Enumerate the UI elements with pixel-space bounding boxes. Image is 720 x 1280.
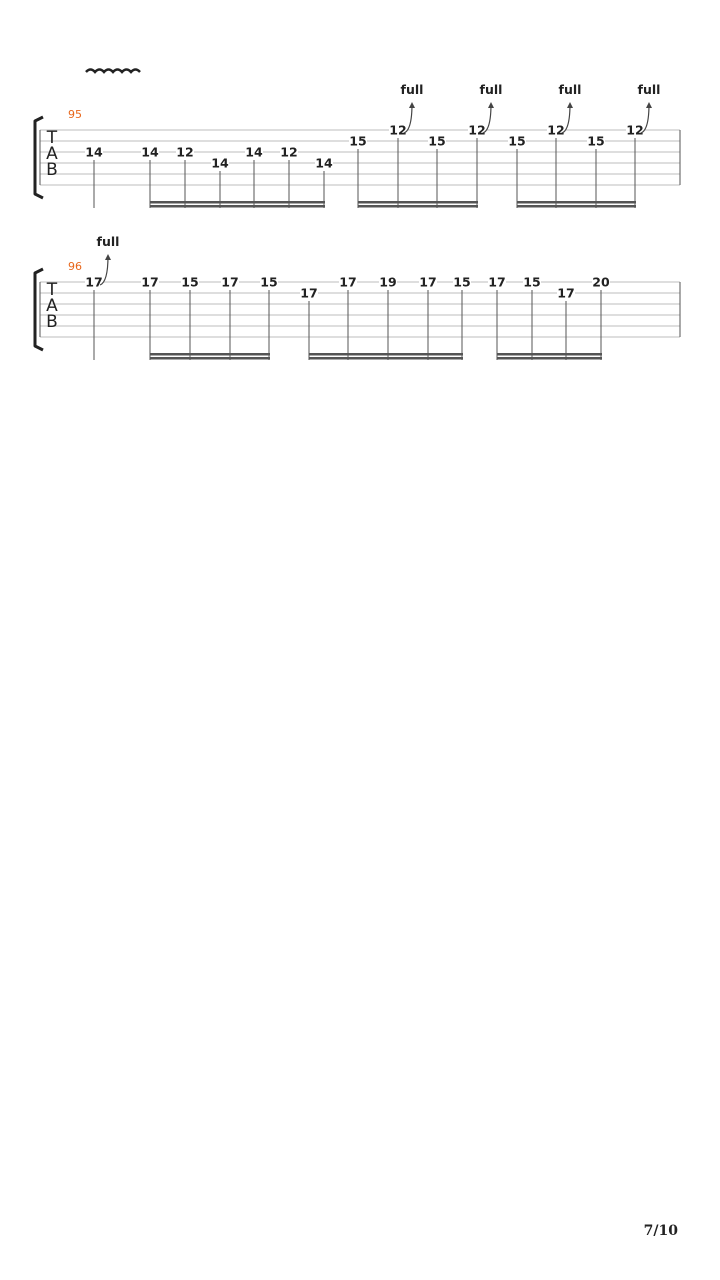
tab-clef-letter: B [46,312,58,332]
fret-number: 14 [315,155,333,171]
fret-number: 14 [211,155,229,171]
tab-system [35,234,680,360]
measure-number: 95 [68,108,82,121]
systems-group [35,70,680,361]
fret-number: 17 [557,285,575,301]
fret-number: 15 [428,133,446,149]
bend-arrowhead [567,102,573,108]
fret-number: 12 [280,144,298,160]
fret-number: 12 [626,122,644,138]
beam [309,353,463,356]
system-bracket [35,269,43,350]
fret-number: 17 [85,274,103,290]
bend-arrowhead [646,102,652,108]
fret-number: 14 [85,144,103,160]
fret-number: 15 [453,274,471,290]
fret-number: 12 [547,122,565,138]
fret-number: 12 [468,122,486,138]
vibrato-mark [86,70,140,73]
fret-number: 17 [221,274,239,290]
fret-number: 19 [379,274,397,290]
page-number: 7/10 [643,1223,678,1239]
fret-number: 17 [339,274,357,290]
tab-clef-letter: A [46,296,58,316]
beam [358,205,478,208]
tab-clef-letter: T [46,280,58,300]
beam [150,353,270,356]
bend-label: full [479,82,503,97]
fret-number: 14 [141,144,159,160]
beam [309,357,463,360]
beam [517,201,636,204]
bend-label: full [400,82,424,97]
bend-arrowhead [488,102,494,108]
fret-number: 17 [300,285,318,301]
fret-number: 15 [349,133,367,149]
beam [150,357,270,360]
beam [497,353,602,356]
bend-arrowhead [409,102,415,108]
beam [150,201,325,204]
fret-number: 14 [245,144,263,160]
fret-number: 15 [260,274,278,290]
tab-clef-letter: B [46,160,58,180]
fret-number: 17 [141,274,159,290]
tab-clef-letter: A [46,144,58,164]
tab-system [35,70,680,209]
fret-number: 15 [587,133,605,149]
fret-number: 15 [181,274,199,290]
system-bracket [35,117,43,198]
bend-label: full [96,234,120,249]
beam [358,201,478,204]
beam [517,205,636,208]
beam [497,357,602,360]
fret-number: 15 [508,133,526,149]
fret-number: 15 [523,274,541,290]
measure-number: 96 [68,260,82,273]
tab-clef-letter: T [46,128,58,148]
fret-number: 12 [389,122,407,138]
fret-number: 17 [488,274,506,290]
beam [150,205,325,208]
bend-arrowhead [105,254,111,260]
bend-label: full [637,82,661,97]
fret-number: 17 [419,274,437,290]
bend-label: full [558,82,582,97]
fret-number: 12 [176,144,194,160]
fret-number: 20 [592,274,610,290]
